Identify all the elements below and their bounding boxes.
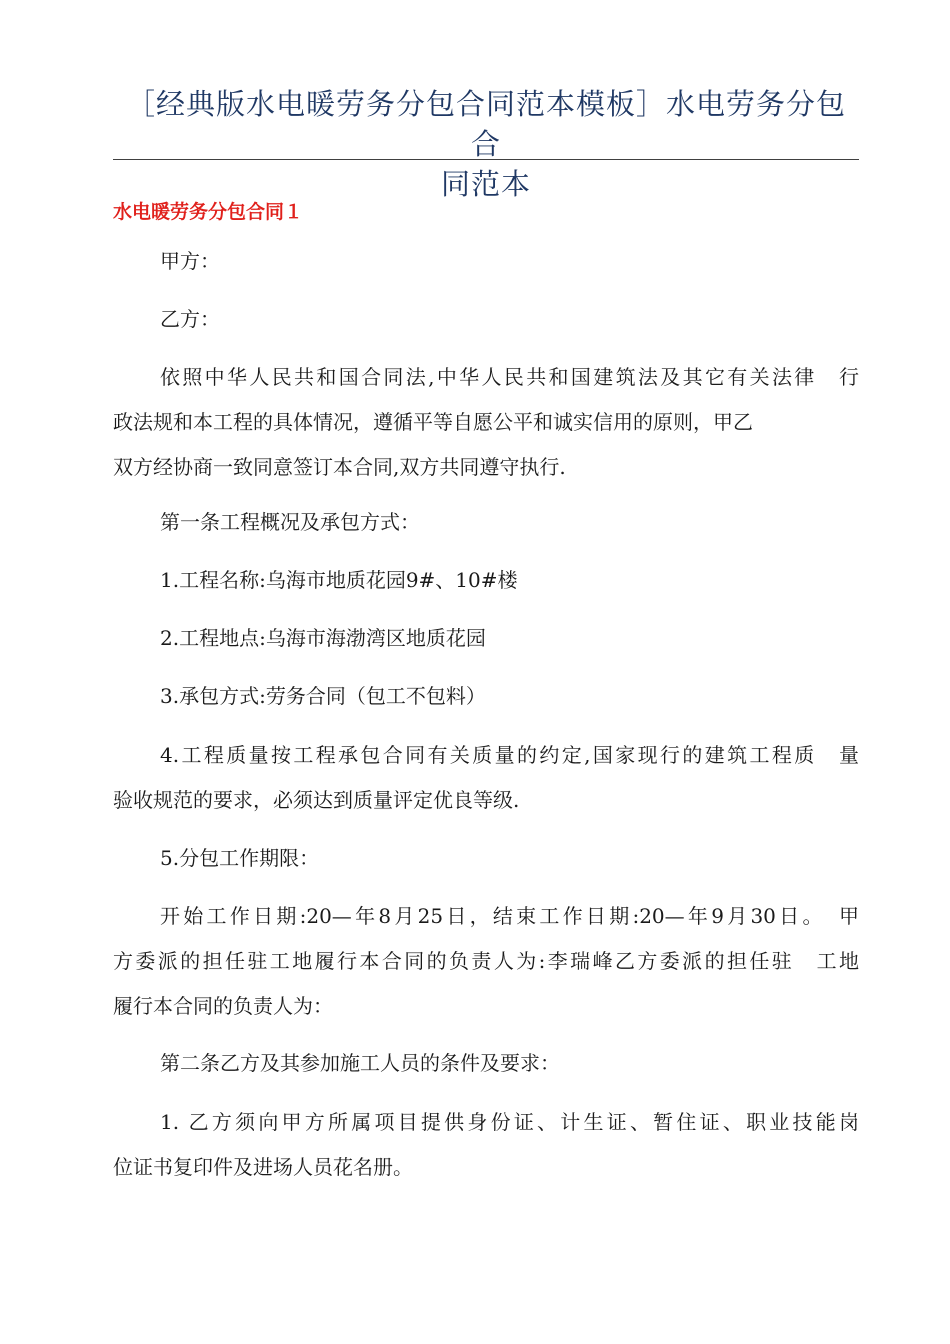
document-title-line-1: ［经典版水电暖劳务分包合同范本模板］水电劳务分包合 <box>125 87 846 161</box>
article-1-heading <box>113 500 859 545</box>
preamble-paragraph <box>113 355 859 490</box>
paragraph-line: 双方经协商一致同意签订本合同,双方共同遵守执行. <box>113 455 566 479</box>
paragraph-line: 乙方： <box>160 307 220 331</box>
paragraph-line: 验收规范的要求，必须达到质量评定优良等级. <box>113 788 520 812</box>
paragraph-line: 1.工程名称:乌海市地质花园9#、10#楼 <box>160 568 518 592</box>
paragraph-line: 依照中华人民共和国合同法,中华人民共和国建筑法及其它有关法律 行 <box>160 365 859 389</box>
paragraph-line: 政法规和本工程的具体情况，遵循平等自愿公平和诚实信用的原则，甲乙 <box>113 410 753 434</box>
document-title-line-2: 同范本 <box>440 167 531 201</box>
schedule-paragraph <box>113 894 859 1029</box>
party-a-paragraph <box>113 239 859 284</box>
paragraph-line: 2.工程地点:乌海市海渤湾区地质花园 <box>160 626 486 650</box>
contract-method-item <box>113 674 859 719</box>
paragraph-line: 3.承包方式:劳务合同（包工不包料） <box>160 684 486 708</box>
title-divider <box>113 159 859 160</box>
paragraph-line: 方委派的担任驻工地履行本合同的负责人为:李瑞峰乙方委派的担任驻 工地 <box>113 949 859 973</box>
work-period-item <box>113 836 859 881</box>
paragraph-line: 1. 乙方须向甲方所属项目提供身份证、计生证、暂住证、职业技能岗 <box>160 1110 859 1134</box>
paragraph-line: 第二条乙方及其参加施工人员的条件及要求： <box>160 1051 560 1075</box>
paragraph-line: 5.分包工作期限： <box>160 846 320 870</box>
party-b-paragraph <box>113 297 859 342</box>
quality-item <box>113 733 859 823</box>
paragraph-line: 4.工程质量按工程承包合同有关质量的约定,国家现行的建筑工程质 量 <box>160 743 859 767</box>
paragraph-line: 第一条工程概况及承包方式： <box>160 510 420 534</box>
paragraph-line: 开始工作日期:20—年8月25日，结束工作日期:20—年9月30日。 甲 <box>160 904 859 928</box>
paragraph-line: 履行本合同的负责人为： <box>113 994 333 1018</box>
article-2-heading <box>113 1041 859 1086</box>
project-name-item <box>113 558 859 603</box>
requirement-item-1 <box>113 1100 859 1190</box>
paragraph-line: 位证书复印件及进场人员花名册。 <box>113 1155 413 1179</box>
document-title <box>113 84 859 204</box>
section-heading: 水电暖劳务分包合同１ <box>113 201 304 223</box>
paragraph-line: 甲方： <box>160 249 220 273</box>
project-location-item <box>113 616 859 661</box>
